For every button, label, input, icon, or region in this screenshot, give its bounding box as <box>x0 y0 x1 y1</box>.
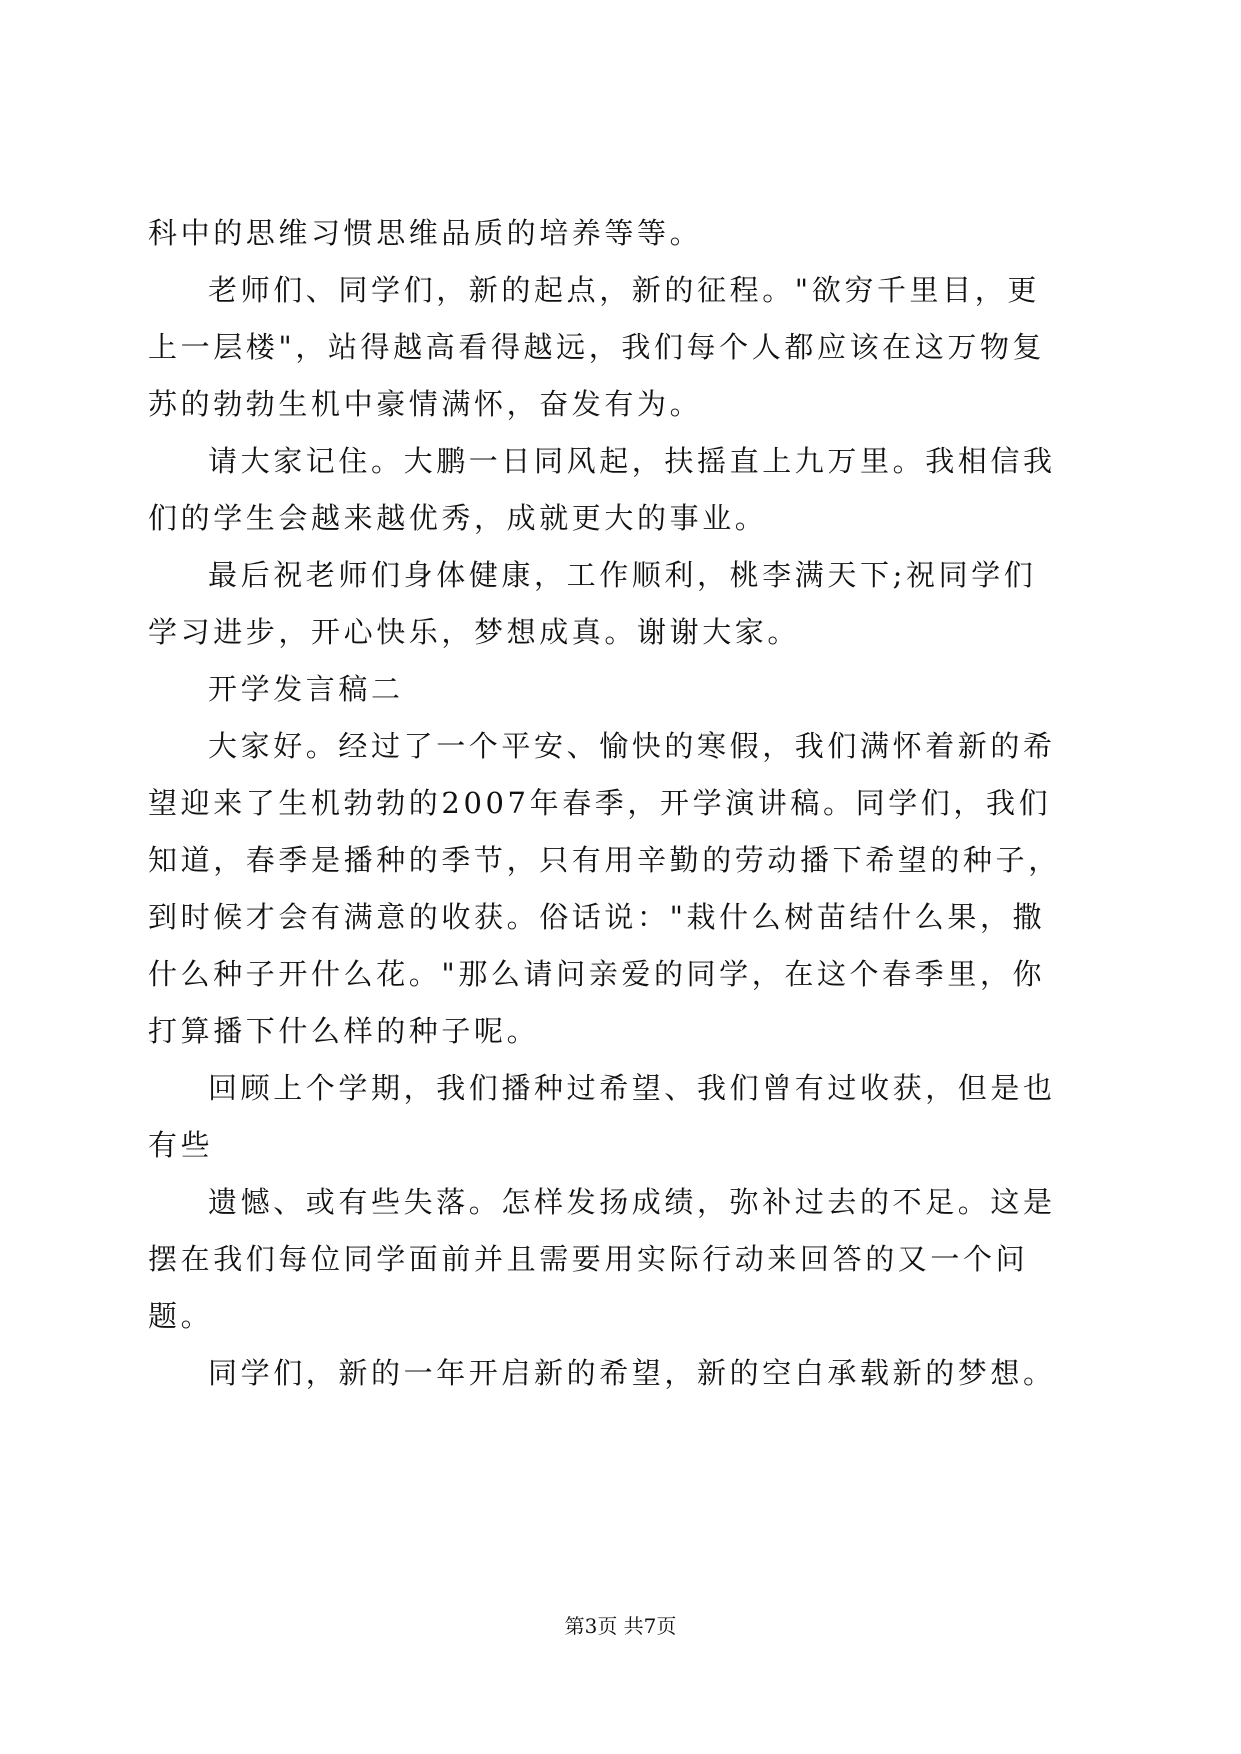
text-line: 摆在我们每位同学面前并且需要用实际行动来回答的又一个问 <box>148 1242 1029 1276</box>
page-number-footer: 第3页 共7页 <box>564 1614 677 1638</box>
text-line: 们的学生会越来越优秀，成就更大的事业。 <box>148 501 768 535</box>
text-line: 大家好。经过了一个平安、愉快的寒假，我们满怀着新的希 <box>208 729 1056 763</box>
text-line: 回顾上个学期，我们播种过希望、我们曾有过收获，但是也 <box>208 1071 1056 1105</box>
text-line: 望迎来了生机勃勃的2007年春季，开学演讲稿。同学们，我们 <box>148 786 1052 820</box>
text-line: 有些 <box>148 1128 214 1162</box>
text-line: 科中的思维习惯思维品质的培养等等。 <box>148 216 703 250</box>
text-line: 最后祝老师们身体健康，工作顺利，桃李满天下;祝同学们 <box>208 558 1037 592</box>
text-line: 苏的勃勃生机中豪情满怀，奋发有为。 <box>148 387 703 421</box>
section-heading: 开学发言稿二 <box>208 672 404 706</box>
text-line: 什么种子开什么花。"那么请问亲爱的同学，在这个春季里，你 <box>148 957 1046 991</box>
text-line: 知道，春季是播种的季节，只有用辛勤的劳动播下希望的种子， <box>148 843 1061 877</box>
text-line: 同学们，新的一年开启新的希望，新的空白承载新的梦想。 <box>208 1356 1056 1390</box>
text-line: 请大家记住。大鹏一日同风起，扶摇直上九万里。我相信我 <box>208 444 1056 478</box>
text-line: 题。 <box>148 1299 214 1333</box>
text-line: 上一层楼"，站得越高看得越远，我们每个人都应该在这万物复 <box>148 330 1046 364</box>
text-line: 遗憾、或有些失落。怎样发扬成绩，弥补过去的不足。这是 <box>208 1185 1056 1219</box>
text-line: 学习进步，开心快乐，梦想成真。谢谢大家。 <box>148 615 801 649</box>
text-line: 到时候才会有满意的收获。俗话说："栽什么树苗结什么果，撒 <box>148 900 1046 934</box>
text-line: 老师们、同学们，新的起点，新的征程。"欲穷千里目，更 <box>208 273 1040 307</box>
text-line: 打算播下什么样的种子呢。 <box>148 1014 540 1048</box>
